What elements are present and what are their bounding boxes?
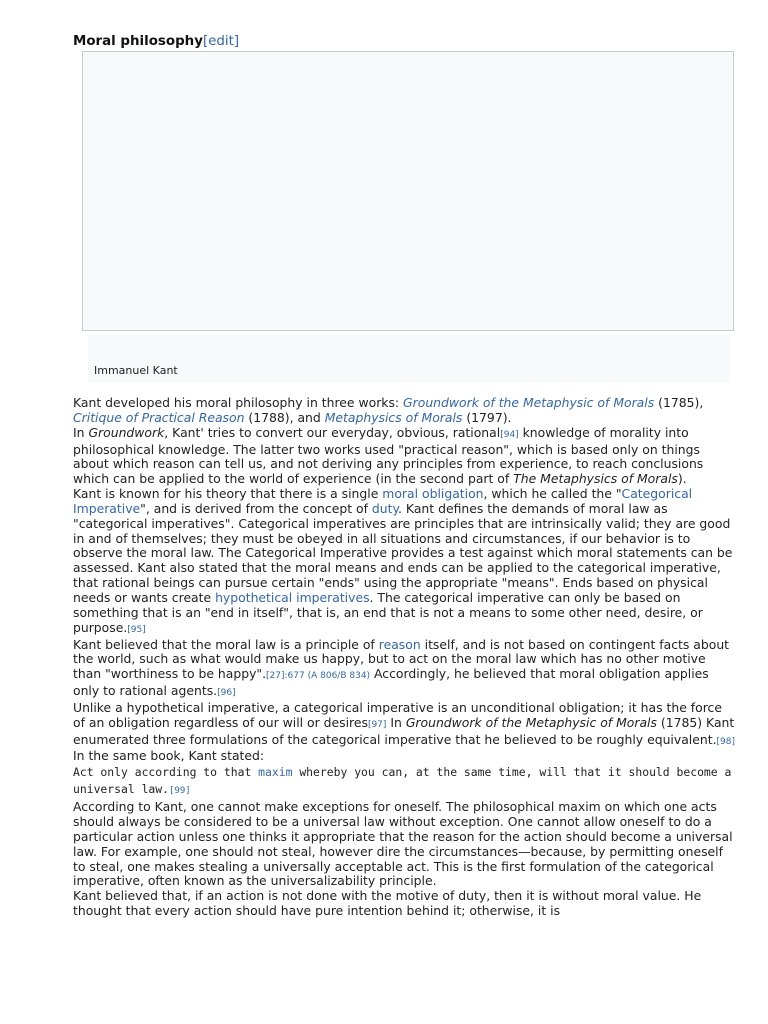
article-body — [73, 396, 737, 919]
text: (1797). — [462, 409, 512, 425]
text: In — [73, 424, 89, 440]
paragraph-moral-law — [73, 638, 737, 701]
paragraph-unconditional — [73, 701, 737, 764]
section-heading — [73, 33, 737, 51]
section-title: Moral philosophy — [73, 34, 203, 49]
text: Kant is known for his theory that there is a single — [73, 486, 383, 502]
text: , which he called the " — [483, 486, 622, 502]
blockquote — [73, 764, 737, 800]
link-critique-practical-reason[interactable]: Critique of Practical Reason — [73, 409, 245, 425]
text: knowledge of morality into philosophical knowledge. The latter two works used "practical reason", which is based only on things about which reason can tell us, and not deriving any principles from experience, to reach conclusions which can be applied to the world of experience (in the second part of — [73, 424, 704, 487]
text: Kant developed his moral philosophy in three works: — [73, 395, 404, 410]
text: In — [386, 714, 406, 730]
italic-groundwork: Groundwork — [88, 424, 165, 440]
citation-95[interactable]: [95] — [127, 624, 146, 635]
link-hypothetical-imperatives[interactable]: hypothetical imperatives — [215, 589, 370, 605]
italic-metaphysics: The Metaphysics of Morals — [513, 471, 678, 487]
link-groundwork[interactable]: Groundwork of the Metaphysic of Morals — [403, 395, 655, 410]
text: Kant believed that the moral law is a principle of — [73, 636, 379, 652]
text: itself, and is not based on contingent facts about the world, such as what would make us happy, but to act on the moral law which has no other motive than "worthiness to be happy". — [73, 636, 730, 682]
figure-caption: Immanuel Kant — [94, 364, 178, 377]
portrait-image[interactable] — [82, 51, 734, 331]
citation-98[interactable]: [98] — [716, 736, 735, 747]
text: . Kant defines the demands of moral law as "categorical imperatives". Categorical imperatives are principles that are intrinsically valid; they are good in and of themselves; they must be obeyed in all situations and circumstances, if our behavior is to observe the moral law. The Categorical Imperative provides a test against which moral statements can be assessed. Kant also stated that the moral means and ends can be applied to the categorical imperative, that rational beings can pursue certain "ends" using the appropriate "means". Ends based on physical needs or wants create — [73, 500, 733, 605]
paragraph-duty-motive: Kant believed that, if an action is not done with the motive of duty, then it is without moral value. He thought that every action should have pure intention behind it; otherwise, it is — [73, 888, 702, 919]
text: (1788), and — [244, 409, 325, 425]
link-categorical-imperative[interactable]: Categorical Imperative — [73, 486, 693, 516]
text: ). — [677, 471, 687, 487]
article-section — [73, 33, 737, 919]
text: (1785), — [654, 395, 704, 410]
text: In the same book, Kant stated: — [73, 748, 265, 764]
link-reason[interactable]: reason — [378, 636, 421, 652]
italic-groundwork-full: Groundwork of the Metaphysic of Morals — [405, 714, 657, 730]
paragraph-exceptions: According to Kant, one cannot make exceptions for oneself. The philosophical maxim on which one acts should always be considered to be a universal law without exception. One cannot allow oneself to do a particular action unless one thinks it appropriate that the reason for the action should become a universal law. For example, one should not steal, however dire the circumstances—because, by permitting oneself to steal, one makes stealing a universally acceptable act. This is the first formulation of the categorical imperative, often known as the universalizability principle. — [73, 799, 733, 889]
link-moral-obligation[interactable]: moral obligation — [382, 486, 484, 502]
link-maxim[interactable]: maxim — [258, 765, 293, 780]
citation-97[interactable]: [97] — [367, 719, 387, 730]
text: (1785) Kant enumerated three formulations of the categorical imperative that he believed to be roughly equivalent. — [73, 714, 735, 747]
text: Act only according to that — [73, 765, 259, 780]
text: Unlike a hypothetical imperative, a categorical imperative is an unconditional obligation; it has the force of an obligation regardless of our will or desires — [73, 699, 722, 730]
figure — [82, 51, 734, 385]
citation-94[interactable]: [94] — [500, 429, 519, 440]
citation-99[interactable]: [99] — [169, 786, 191, 797]
caption-box — [88, 335, 730, 383]
paragraph-categorical-imperative — [73, 487, 737, 637]
link-metaphysics-of-morals[interactable]: Metaphysics of Morals — [324, 409, 463, 425]
link-duty[interactable]: duty — [371, 500, 399, 516]
text: , Kant' tries to convert our everyday, obvious, rational — [164, 424, 501, 440]
citation-27[interactable]: [27]:677 (A 806/B 834) — [266, 671, 371, 682]
edit-link[interactable]: [edit] — [202, 34, 240, 49]
text: . The categorical imperative can only be based on something that is an "end in itself", that is, an end that is not a means to some other need, desire, or purpose. — [73, 589, 703, 635]
citation-96[interactable]: [96] — [217, 688, 236, 699]
text: Accordingly, he believed that moral obligation applies only to rational agents. — [73, 666, 709, 699]
paragraph-groundwork — [73, 426, 737, 487]
paragraph-works — [73, 396, 737, 426]
text: ", and is derived from the concept of — [140, 500, 372, 516]
text: whereby you can, at the same time, will that it should become a universal law. — [73, 765, 732, 797]
